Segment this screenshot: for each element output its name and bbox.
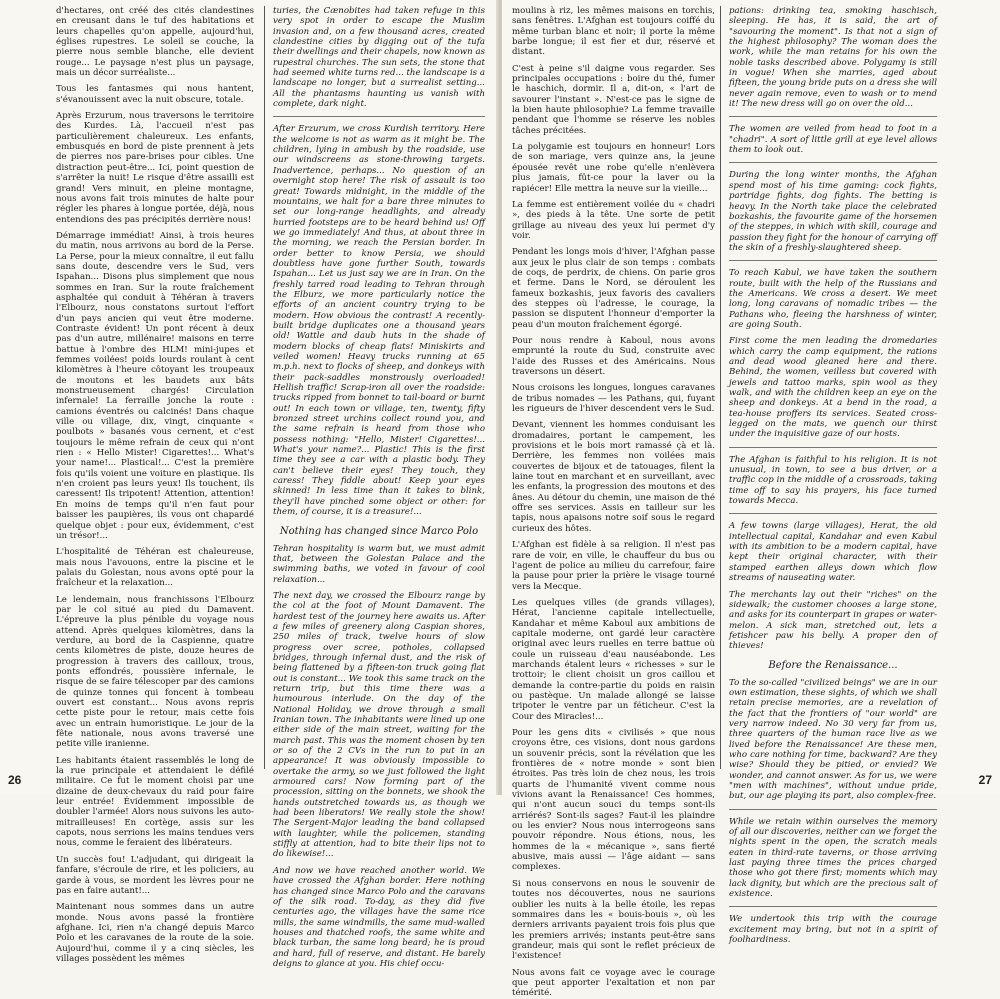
divider xyxy=(729,260,937,261)
section-subhead: Nothing has changed since Marco Polo xyxy=(279,525,479,537)
french-column-right xyxy=(512,6,715,999)
left-page xyxy=(0,0,498,969)
english-column-left xyxy=(264,6,485,969)
divider xyxy=(273,116,485,117)
divider xyxy=(729,447,937,448)
paragraph: Si nous conservons en nous le souvenir de toutes nos découvertes, nous ne saurions oublier les nuits à la belle étoile, les repas sommaires dans les « bouis-bouis », où les derniers arrivants payaient trois fois plus que les premiers arrivés; instants peut-être sans grandeur, mais qui sont le reflet précieux de l'existence! xyxy=(512,878,715,962)
paragraph: The merchants lay out their "riches" on the sidewalk; the customer chooses a large stone, and asks for its counterpart in grapes or water-melon. A sick man, stretched out, lets a fetishcer paw his belly. A proper den of thieves! xyxy=(729,589,937,652)
paragraph: First come the men leading the dromedaries which carry the camp equipment, the rations and dead wood gleaned here and there. Behind, the women, veilless but covered with jewels and tattoo marks, spin wool as they walk, and with the children keep an eye on the sheep and donkeys. At a bend in the road, a tea-house proffers its services. Seated cross-legged on the mats, we quench our thirst under the inquisitive gaze of our hosts. xyxy=(729,336,937,440)
paragraph: Pour nous rendre à Kaboul, nous avons emprunté la route du Sud, construite avec l'aide des Russes et des Américains. Nous traversons un désert. xyxy=(512,335,715,377)
divider xyxy=(729,906,937,907)
divider xyxy=(729,809,937,810)
paragraph: And now we have reached another world. We have crossed the Afghan border. Here nothing has changed since Marco Polo and the caravans of the silk road. To-day, as they did five centuries ago, the villages have the same rice mills, the same windmills, the same mud-walled houses and thatched roofs, the same white and black turban, the same long beard; he is proud and hard, full of reserve, and distant. He barely deigns to glance at you. His chief occu- xyxy=(273,865,485,969)
right-page xyxy=(502,0,1000,999)
paragraph: Devant, viennent les hommes conduisant les dromadaires, portant le campement, les provisions et le bois mort ramassé çà et là. Derrière, les femmes non voilées mais couvertes de bijoux et de tatouages, filent la laine tout en marchant et en surveillant, avec les enfants, la progression des moutons et des ânes. Au détour du chemin, une maison de thé offre ses services. Assis en tailleur sur les tapis, nous apaisons notre soif sous le regard curieux des hôtes. xyxy=(512,420,715,534)
paragraph: Un succès fou! L'adjudant, qui dirigeait la fanfare, s'écroule de rire, et les policiers, au garde à vous, se mordent les lèvres pour ne pas en faire autant!... xyxy=(56,854,254,896)
paragraph: To the so-called "civilized beings" we are in our own estimation, these sights, of which we shall retain precise memories, are a revelation of the fact that the frontiers of "our world" are very narrow indeed. No 30 very far from us, three quarters of the human race live as we lived before the Renaissance! Are these men, who care nothing for time, backward? Are they wise? Should they be pitied, or envied? We wonder, and cannot answer. As for us, we were "men with machines", without undue pride, but, our age playing its part, also complex-free. xyxy=(729,677,937,802)
paragraph: While we retain within ourselves the memory of all our discoveries, neither can we forget the nights spent in the open, the scratch meals eaten in third-rate taverns, or those arriving last paying three times the prices charged those who got there first; moments which may lack dignity, but which are the precious salt of existence. xyxy=(729,816,937,900)
paragraph: The women are veiled from head to foot in a "chadri". A sort of little grill at eye level allows them to look out. xyxy=(729,124,937,156)
paragraph: turies, the Cænobites had taken refuge in this very spot in order to escape the Muslim invasion and, on a few thousand acres, created clandestine cities by digging out of the tufa their dwellings and their chapels, now known as rupestral churches. The sun sets, the stone that had seemed white turns red... the landscape is a landscape no longer, but a surrealist setting... All the phantasms haunting us vanish with complete, dark night. xyxy=(273,6,485,110)
paragraph: The Afghan is faithful to his religion. It is not unusual, in town, to see a bus driver, or a traffic cop in the middle of a crossroads, taking time off to say his prayers, his face turned towards Mecca. xyxy=(729,454,937,507)
paragraph: After Erzurum, we cross Kurdish territory. Here the welcome is not as warm as it might be. The children, lying in ambush by the roadside, use our windscreens as stone-throwing targets. Inadvertence, perhaps... No question of an overnight stop here! The risk of assault is too great! Towards midnight, in the middle of the mountains, we halt for a bare three minutes to set our long-range headlights, and already hurried footsteps are to be heard behind us! Off we go immediately! And thus, at about three in the morning, we reach the Persian border. In order better to know Persia, we should doubtless have gone further South, towards Ispahan... Let us just say we are in Iran. On the freshly tarred road leading to Tehran through the Elburz, we more particularly notice the efforts of an ancient country trying to be modern. How obvious the contrast! A recently-built bridge duplicates one a thousand years old! Wattle and daub huts in the shade of modern blocks of cheap flats! Miniskirts and veiled women! Heavy trucks running at 65 m.p.h. next to flocks of sheep, and donkeys with their pack-saddles monstrously overloaded! Hellish traffic! Scrap-iron all over the roadside: trucks ripped from bonnet to tail-board or burnt out! In each town or village, ten, twenty, fifty bronzed street urchins collect round you, and the same refrain is heard from those who possess nothing: "Hello, Mister! Cigarettes!... What's your name?... Plastic! This is the first time they see a car with a plastic body. They can't believe their eyes! They touch, they caress! They fiddle about! Keep your eyes skinned! In less time than it takes to blink, they'll have pinched some object or other: for them, of course, it is a treasure!... xyxy=(273,124,485,518)
paragraph: Maintenant nous sommes dans un autre monde. Nous avons passé la frontière afghane. Ici, rien n'a changé depuis Marco Polo et les caravanes de la route de la soie. Aujourd'hui, comme il y a cinq siècles, les villages possèdent les mêmes xyxy=(56,902,254,964)
paragraph: Après Erzurum, nous traversons le territoire des Kurdes. Là, l'accueil n'est pas particulièrement chaleureux. Les enfants, embusqués en bord de piste prennent à jets de pierres nos pare-brises pour cibles. Une distraction peut-être... Ici, point question de s'arrêter la nuit! Le risque d'être assailli est grand! Vers minuit, en pleine montagne, nous avons fait trois minutes de halte pour régler les phares à longue portée, déjà, nous entendions des pas précipités derrière nous! xyxy=(56,111,254,225)
paragraph: We undertook this trip with the courage excitement may bring, but not in a spirit of foolhardiness. xyxy=(729,914,937,946)
paragraph: To reach Kabul, we have taken the southern route, built with the help of the Russians and the Americans. We cross a desert. We meet long, long caravans of nomadic tribes — the Pathans who, fleeing the harshness of winter, are going South. xyxy=(729,268,937,330)
paragraph: L'Afghan est fidèle à sa religion. Il n'est pas rare de voir, en ville, le chauffeur du bus ou l'agent de police au milieu du carrefour, faire la pause pour prier la prière le visage tourné vers la Mecque. xyxy=(512,540,715,592)
paragraph: C'est à peine s'il daigne vous regarder. Ses principales occupations : boire du thé, fumer le haschich, dormir. Il a, dit-on, « l'art de savourer l'instant ». N'est-ce pas le signe de la bien haute philosophie? La femme travaille pendant que l'homme se réserve les nobles tâches précitées. xyxy=(512,63,715,136)
paragraph: Pendant les longs mois d'hiver, l'Afghan passe aux jeux le plus clair de son temps : combats de coqs, de perdrix, de chiens. On parie gros et ferme. Dans le Nord, se déroulent les fameux bozkashis, jeux favoris des cavaliers des steppes où l'adresse, le courage, la passion se disputent l'honneur d'emporter la peau d'un mouton fraîchement égorgé. xyxy=(512,247,715,330)
english-column-right xyxy=(720,6,937,946)
paragraph: A few towns (large villages), Herat, the old intellectual capital, Kandahar and even Kabul with its ambition to be a modern capital, have kept their original character, with their stamped earthen alleys down which flow streams of nauseating water. xyxy=(729,521,937,584)
paragraph: La polygamie est toujours en honneur! Lors de son mariage, vers quinze ans, la jeune épousée revêt une robe qu'elle n'enlèvera plus jamais, fût-ce pour la laver ou la rapiécer! Elle mettra la neuve sur la vieille... xyxy=(512,142,715,194)
paragraph: During the long winter months, the Afghan spend most of his time gaming: cock fights, partridge fights, dog fights. The betting is heavy. In the North take place the celebrated bozkashis, the favourite game of the horsemen of the steppes, in which with skill, courage and passion they fight for the honour of carrying off the skin of a freshly-slaughtered sheep. xyxy=(729,170,937,253)
divider xyxy=(729,116,937,117)
section-subhead: Before the Renaissance... xyxy=(768,659,898,671)
page-number: 27 xyxy=(978,773,992,787)
paragraph: Nous croisons les longues, longues caravanes de tribus nomades — les Pathans, qui, fuyant les rigueurs de l'hiver descendent vers le Sud. xyxy=(512,383,715,415)
paragraph: Tous les fantasmes qui nous hantent, s'évanouissent avec la nuit obscure, totale. xyxy=(56,84,254,105)
paragraph: La femme est entièrement voilée du « chadri », des pieds à la tête. Une sorte de petit grillage au niveau des yeux lui permet d'y voir. xyxy=(512,199,715,241)
paragraph: Nous avons fait ce voyage avec le courage que peut apporter l'exaltation et non par témérité. xyxy=(512,967,715,999)
paragraph: The next day, we crossed the Elbourz range by the col at the foot of Mount Damavent. The hardest test of the journey here awaits us. After a few miles of greenery along Caspian shores, 250 miles of track, twelve hours of slow progress over scree, potholes, collapsed bridges, through infernal dust, and the risk of being flattened by a fifteen-ton truck going flat out is constant... We took this same track on the return trip, but this time there was a humourous interlude. On the day of the National Holiday, we drove through a small Iranian town. The inhabitants were lined up one either side of the main street, waiting for the march past. This was the moment chosen by ten or so of the 2 CVs in the run to put in an appearance! It was obviously impossible to overtake the army, so we just followed the light armoured cars! Now forming part of the procession, sitting on the bonnets, we shook the hands outstretched towards us, as though we had been liberators! We really stole the show! The Sergent-Major leading the band collapsed with laughter, while the policemen, standing stiffly at attention, had to bite their lips not to do likewise!... xyxy=(273,590,485,860)
page-number: 26 xyxy=(8,773,22,787)
paragraph: Le lendemain, nous franchissons l'Elbourz par le col situé au pied du Damavent. L'épreuve la plus pénible du voyage nous attend. Après quelques kilomètres, dans la verdure, au bord de la Caspienne, quatre cents kilomètres de piste, douze heures de progression à travers des cailloux, trous, ponts effondrés, poussière infernale, le risque de se faire télescoper par des camions de quinze tonnes qui foncent à tombeau ouvert est constant... Nous avons repris cette piste pour le retour, mais cette fois avec un entrain humoristique. Le jour de la fête nationale, nous avons traversé une petite ville iranienne. xyxy=(56,594,254,750)
paragraph: moulins à riz, les mêmes maisons en torchis, sans fenêtres. L'Afghan est toujours coiffé du même turban blanc et noir; il porte la même barbe longue; il est fier et dur, réservé et distant. xyxy=(512,6,715,58)
divider xyxy=(729,162,937,163)
french-column-left xyxy=(56,6,254,964)
paragraph: L'hospitalité de Téhéran est chaleureuse, mais nous l'avouons, entre la piscine et le palais du Golestan, nous avons opté pour la fraîcheur et la relaxation... xyxy=(56,547,254,589)
paragraph: pations: drinking tea, smoking haschisch, sleeping. He has, it is said, the art of "savouring the moment". Is that not a sign of the highest philosophy? The woman does the work, while the man retains for his own the noble tasks described above. Polygamy is still in vogue! When she marries, aged about fifteen, the young bride puts on a dress she will never again remove, even to wash or to mend it! The new dress will go on over the old... xyxy=(729,6,937,110)
paragraph: Démarrage immédiat! Ainsi, à trois heures du matin, nous arrivons au bord de la Perse. La Perse, pour la mieux connaître, il eut fallu sans doute, descendre vers le Sud, vers Ispahan... Disons plus simplement que nous sommes en Iran. Sur la route fraîchement asphaltée qui conduit à Téhéran à travers l'Elbourz, nous constatons surtout l'effort d'un pays ancien qui veut être moderne. Contraste évident! Un pont récent à deux pas d'un autre, millénaire! maisons en terre battue à l'ombre des HLM! mini-jupes et femmes voilées! poids lourds roulant à cent kilomètres à l'heure côtoyant les troupeaux de moutons et les baudets aux bâts monstrueusement chargés! Circulation infernale! La ferraille jonche la route : camions éventrés ou calcinés! Dans chaque ville ou village, dix, vingt, cinquante « poulbots » basanés vous cernent, et c'est toujours le même refrain de ceux qui n'ont rien : « Hello Mister! Cigarettes!... What's your name!... Plastical!... C'est la première fois qu'ils voient une voiture en plastique. Ils n'en croient pas leurs yeux! Ils touchent, ils caressent! Ils tripotent! Attention, attention! En moins de temps qu'il n'en faut pour baisser les paupières, ils vous ont chapardé quelque objet : pour eux, évidemment, c'est un trésor!... xyxy=(56,230,254,541)
paragraph: Tehran hospitality is warm but, we must admit that, between the Golestan Palace and the swimming baths, we voted in favour of cool relaxation... xyxy=(273,543,485,585)
divider xyxy=(729,513,937,514)
paragraph: Pour les gens dits « civilisés » que nous croyons être, ces visions, dont nous gardons un souvenir précis, sont la révélation que les frontières de « notre monde » sont bien étroites. Pas très loin de chez nous, les trois quarts de l'humanité vivent comme nous vivions avant la Renaissance! Ces hommes, qui n'ont aucun souci du temps sont-ils arriérés? Sont-ils sages? Faut-il les plaindre ou les envier? Nous nous interrogeons sans pouvoir répondre. Nous étions, nous, les hommes de la « mécanique », sans fierté abusive, mais aussi — l'âge aidant — sans complexes. xyxy=(512,728,715,873)
paragraph: Les quelques villes (de grands villages), Hérat, l'ancienne capitale intellectuelle, Kandahar et même Kaboul aux ambitions de capitale moderne, ont gardé leur caractère original avec leurs ruelles en terre battue où coule un ruisseau d'eau nauséabonde. Les marchands étalent leurs « richesses » sur le trottoir; le client choisit un gros caillou et demande la contre-partie du poids en raisin ou pastèque. Un malade allongé se laisse tripoter le ventre par un féticheur. C'est la Cour des Miracles!... xyxy=(512,597,715,722)
paragraph: Les habitants étaient rassemblés le long de la rue principale et attendaient le défilé militaire. Ce fut le moment choisi par une dizaine de deux-chevaux du raid pour faire leur entrée! Évidemment impossible de doubler l'armée! Alors nous suivons les auto-mitrailleuses! En cortège, assis sur les capots, nous serrions les mains tendues vers nous, comme le feraient des libérateurs. xyxy=(56,755,254,849)
paragraph: d'hectares, ont créé des cités clandestines en creusant dans le tuf des habitations et leurs chapelles qu'on appelle, aujourd'hui, églises rupestres. Le soleil se couche, la pierre nous semble blanche, elle devient rouge... Le paysage n'est plus un paysage, mais un décor surréaliste... xyxy=(56,6,254,79)
